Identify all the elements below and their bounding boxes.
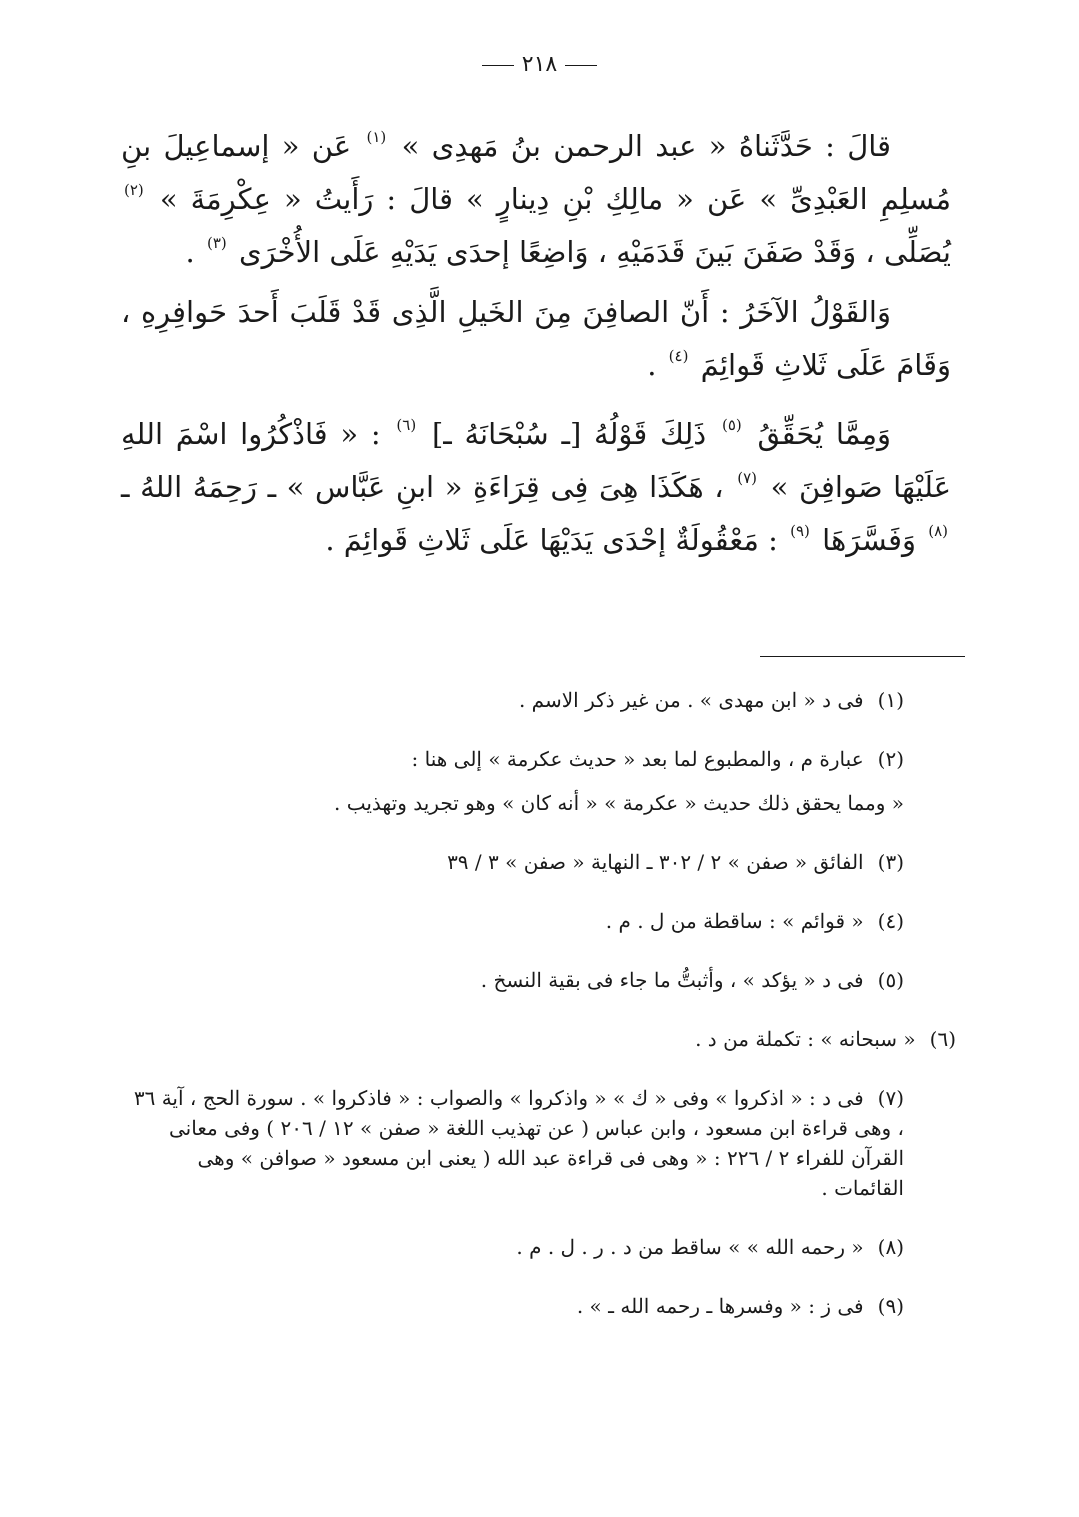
text-run: عَن « إسماعِيلَ بنِ مُسلِمِ العَبْدِىِّ » عَن « مالِكِ بْنِ دِينارٍ » قالَ : رَأَيتُ « عِكْرِمَةَ »: [121, 129, 951, 216]
footnote: [124, 1291, 904, 1321]
footnote: [124, 685, 904, 715]
footnote-text: عبارة م ، والمطبوع لما بعد « حديث عكرمة » إلى هنا :: [411, 747, 864, 771]
footnote-text: فى د : « اذكروا » وفى « ك » « واذكروا » والصواب : « فاذكروا » . سورة الحج ، آية ٣٦ ، وهى قراءة ابن مسعود ، وابن عباس ( عن تهذيب اللغة « صفن » ١٢ / ٢٠٦ ) وفى معانى القرآن للفراء ٢ / ٢٢٦ : « وهى فى قراءة عبد الله ( يعنى ابن مسعود « صوافن » وهى القائمات .: [133, 1086, 904, 1200]
footnote-number: (٥): [877, 968, 904, 992]
paragraph: [121, 115, 951, 274]
footnote-separator: [760, 656, 965, 657]
text-run: وَفَسَّرَهَا: [822, 523, 916, 557]
footnote-text: الفائق « صفن » ٢ / ٣٠٢ ـ النهاية « صفن » ٣ / ٣٩: [447, 850, 864, 874]
text-run: ، هَكَذَا هِىَ فِى قِرَاءَةِ « ابنِ عَبَّاس » ـ رَحِمَهُ اللهُ ـ: [121, 470, 724, 504]
footnote: [124, 906, 904, 936]
text-run: ذَلِكَ قَوْلُهُ [ـ سُبْحَانَهُ ـ]: [431, 417, 707, 451]
page-number-dash-right: [565, 65, 597, 66]
footnote: [124, 1232, 904, 1262]
text-run: يُصَلِّى ، وَقَدْ صَفَنَ بَينَ قَدَمَيْهِ ، وَاضِعًا إحدَى يَدَيْهِ عَلَى الأُخْرَى: [238, 235, 951, 269]
text-run: .: [185, 235, 195, 269]
footnote-text: « قوائم » : ساقطة من ل . م .: [605, 909, 864, 933]
footnote: [124, 1024, 956, 1054]
footnote-text: فى د « يؤكد » ، وأثبتُّ ما جاء فى بقية النسخ .: [480, 968, 864, 992]
footnote-number: (٤): [877, 909, 904, 933]
footnote: [124, 847, 904, 877]
footnote: [124, 788, 904, 818]
footnote-number: (٨): [877, 1235, 904, 1259]
footnote: [124, 1083, 904, 1203]
page-number-dash-left: [482, 65, 514, 66]
footnote-marker: (٦): [396, 416, 417, 434]
text-run: .: [647, 348, 657, 382]
page-number: ٢١٨: [521, 52, 558, 77]
footnote-marker: (٣): [206, 234, 227, 252]
text-run: وَمِمَّا يُحَقِّقُ: [757, 417, 892, 451]
footnote-number: (٢): [877, 747, 904, 771]
footnote-number: (١): [877, 688, 904, 712]
text-run: قالَ : حَدَّثَناهُ « عبد الرحمن بنُ مَهدِى »: [401, 129, 892, 163]
footnote-text: « ومما يحقق ذلك حديث « عكرمة » « أنه كان » وهو تجريد وتهذيب .: [334, 791, 904, 815]
text-run: : مَعْقُولَةٌ إحْدَى يَدَيْهَا عَلَى ثَلاثِ قَوائِمَ .: [325, 523, 778, 557]
footnote-number: (٣): [877, 850, 904, 874]
paragraph: [121, 403, 951, 562]
footnote-text: « سبحانه » : تكملة من د .: [695, 1027, 916, 1051]
footnote-text: فى ز : « وفسرها ـ رحمه الله ـ » .: [576, 1294, 864, 1318]
text-run: : « فَاذْكُرُوا اسْمَ اللهِ عَلَيْهَا صَوافِنَ »: [121, 417, 952, 504]
footnote-marker: (٨): [928, 522, 948, 540]
footnote-number: (٩): [877, 1294, 904, 1318]
footnote-number: (٦): [929, 1027, 956, 1051]
footnote-text: فى د « ابن مهدى » . من غير ذكر الاسم .: [518, 688, 864, 712]
text-run: وَالقَوْلُ الآخَرُ : أَنّ الصافِنَ مِنَ الخَيلِ الَّذِى قَدْ قَلَبَ أَحدَ حَوافِرِهِ ، وَقَامَ عَلَى ثَلاثِ قَوائِمَ: [121, 295, 951, 382]
footnote-marker: (٥): [721, 416, 742, 434]
footnote: [124, 744, 904, 774]
main-text: [121, 115, 951, 578]
footnotes: [124, 685, 956, 1350]
footnote-text: « رحمه الله » » ساقط من د . ر . ل . م .: [516, 1235, 864, 1259]
footnote-marker: (٧): [737, 469, 758, 487]
footnote-marker: (٩): [790, 522, 810, 540]
footnote-marker: (٢): [124, 181, 144, 199]
paragraph: [121, 290, 951, 387]
footnote: [124, 965, 904, 995]
page-number-line: [0, 52, 1079, 77]
footnote-marker: (٤): [668, 347, 689, 365]
footnote-marker: (١): [366, 128, 387, 146]
footnote-number: (٧): [877, 1086, 904, 1110]
